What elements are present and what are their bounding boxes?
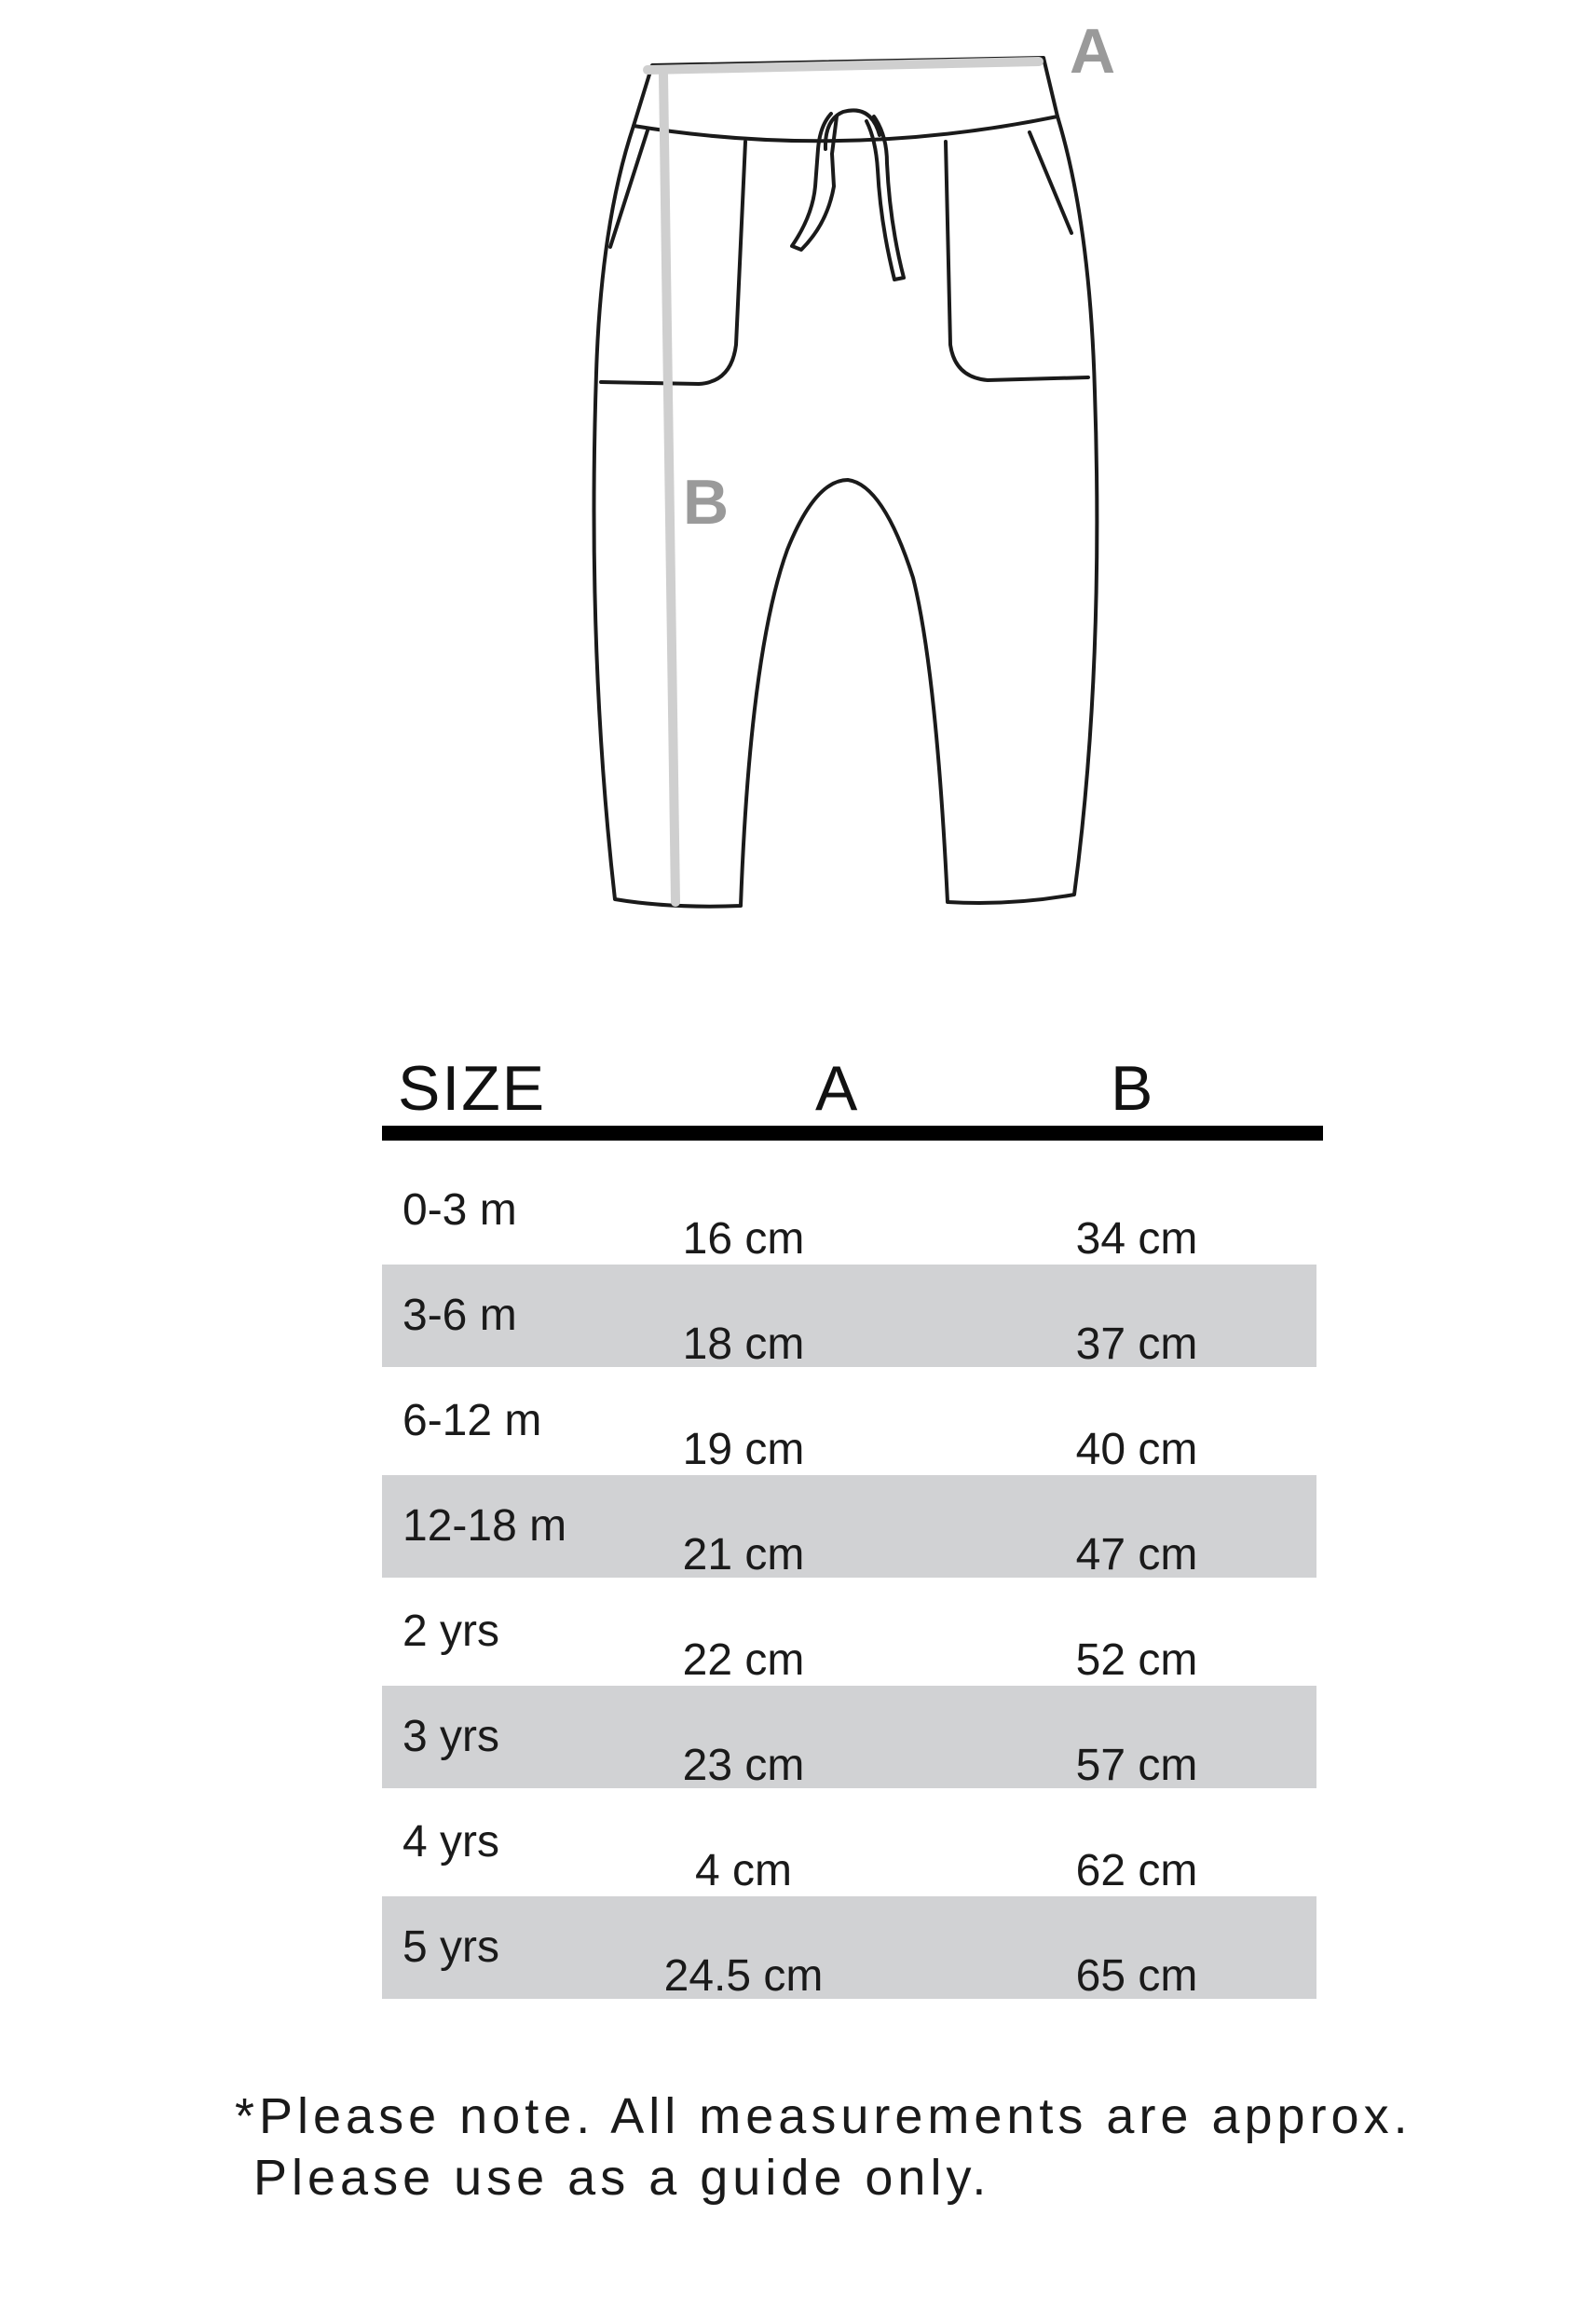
- pocket-bag-left: [601, 142, 745, 384]
- disclaimer-note: [235, 2085, 1446, 2208]
- measure-line-b: [663, 75, 675, 902]
- cell-b: 40 cm: [1075, 1425, 1198, 1474]
- size-table: [382, 1044, 1328, 2001]
- label-b: B: [683, 467, 730, 538]
- cell-a: 22 cm: [682, 1635, 805, 1685]
- cell-a: 21 cm: [682, 1530, 805, 1579]
- table-row: [382, 1896, 1316, 1999]
- header-b: B: [1111, 1053, 1155, 1124]
- table-body: [382, 1159, 1316, 2002]
- cell-size: 3-6 m: [402, 1291, 517, 1340]
- table-row: [382, 1475, 1316, 1578]
- drawstring-right: [866, 116, 904, 280]
- cell-a: 19 cm: [682, 1425, 805, 1474]
- cell-a: 16 cm: [682, 1214, 805, 1264]
- pocket-bag-right: [946, 142, 1088, 380]
- header-size: SIZE: [398, 1053, 547, 1124]
- table-row: [382, 1791, 1316, 1894]
- table-row: [382, 1686, 1316, 1788]
- cell-b: 57 cm: [1075, 1741, 1198, 1790]
- cell-b: 65 cm: [1075, 1951, 1198, 2001]
- cell-b: 52 cm: [1075, 1635, 1198, 1685]
- cell-b: 47 cm: [1075, 1530, 1198, 1579]
- cell-a: 4 cm: [694, 1846, 793, 1895]
- cell-b: 62 cm: [1075, 1846, 1198, 1895]
- table-row: [382, 1580, 1316, 1683]
- table-row: [382, 1159, 1316, 1262]
- header-a: A: [815, 1053, 860, 1124]
- header-rule: [382, 1126, 1323, 1141]
- cell-a: 24.5 cm: [663, 1951, 824, 2001]
- table-header: [382, 1044, 1328, 1126]
- pants-diagram: [0, 0, 1596, 969]
- table-row: [382, 1265, 1316, 1367]
- drawstring-left: [792, 114, 837, 250]
- label-a: A: [1070, 16, 1116, 87]
- table-row: [382, 1370, 1316, 1472]
- cell-a: 18 cm: [682, 1320, 805, 1369]
- note-line-1: *Please note. All measurements are approx.: [235, 2088, 1412, 2144]
- note-line-2: Please use as a guide only.: [253, 2150, 991, 2206]
- cell-size: 12-18 m: [402, 1501, 567, 1551]
- cell-b: 37 cm: [1075, 1320, 1198, 1369]
- cell-a: 23 cm: [682, 1741, 805, 1790]
- cell-size: 3 yrs: [402, 1712, 500, 1761]
- cell-size: 5 yrs: [402, 1922, 500, 1972]
- cell-size: 0-3 m: [402, 1185, 517, 1235]
- cell-b: 34 cm: [1075, 1214, 1198, 1264]
- cell-size: 2 yrs: [402, 1607, 500, 1656]
- cell-size: 6-12 m: [402, 1396, 542, 1445]
- cell-size: 4 yrs: [402, 1817, 500, 1867]
